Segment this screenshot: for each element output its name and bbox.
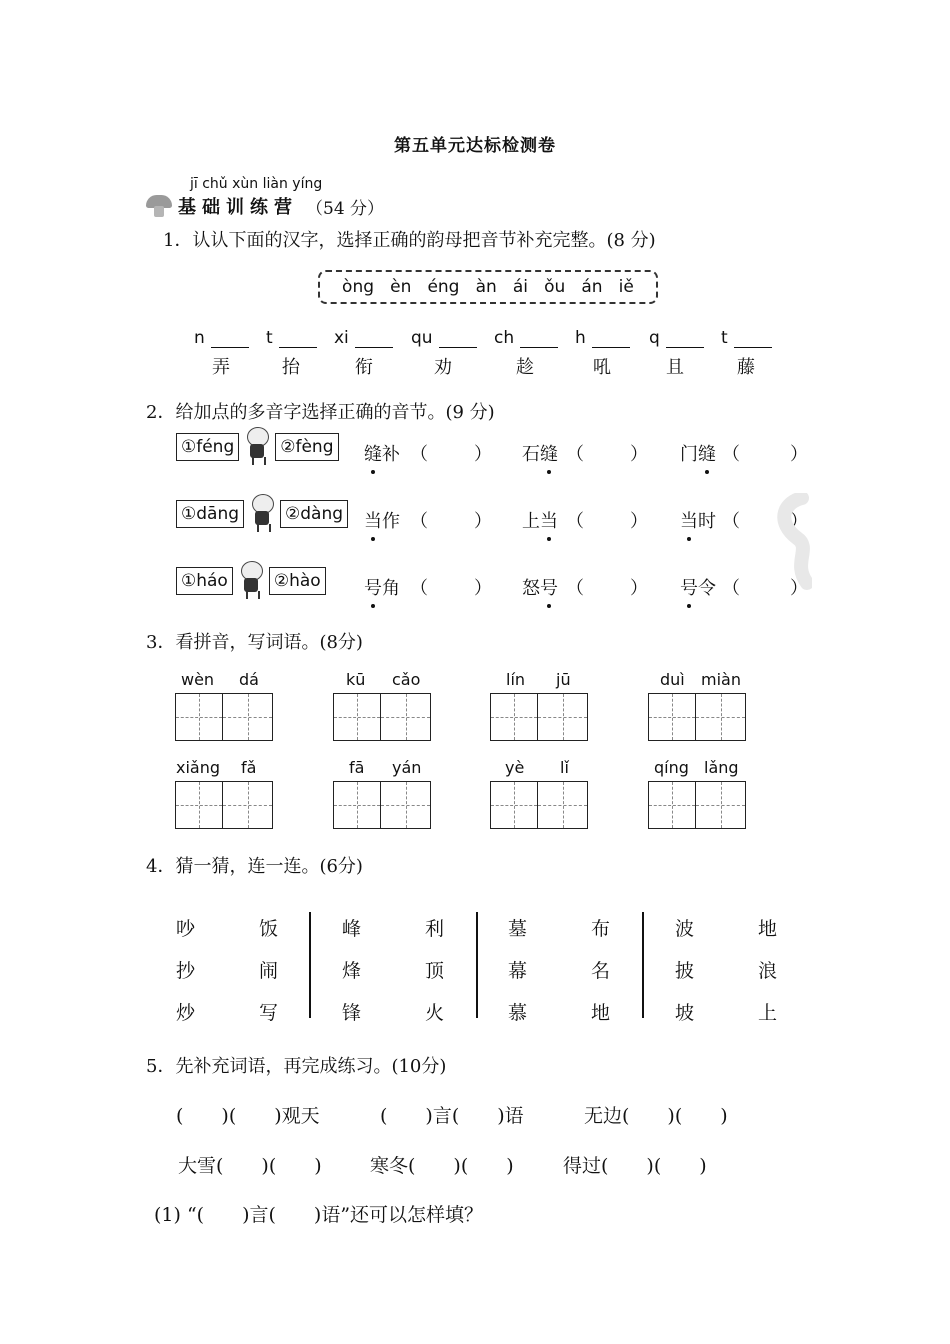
q2-word: 号角 <box>364 574 400 600</box>
idiom-blank[interactable]: 大雪( )( ) <box>178 1155 322 1177</box>
page-title: 第五单元达标检测卷 <box>394 136 556 156</box>
q2-word: 石缝 <box>522 440 558 466</box>
answer-paren[interactable]: （ ） <box>722 578 808 599</box>
match-char[interactable]: 布 <box>591 918 611 940</box>
match-char[interactable]: 利 <box>425 918 445 940</box>
idiom-blank[interactable]: 无边( )( ) <box>584 1105 728 1127</box>
q5-prompt: 5．先补充词语，再完成练习。(10分) <box>146 1056 447 1077</box>
q1-blank[interactable]: t <box>721 328 772 348</box>
match-char[interactable]: 火 <box>425 1002 445 1024</box>
answer-paren[interactable]: （ ） <box>566 444 648 465</box>
q1-char: 弄 <box>212 357 230 378</box>
q3-pinyin: fǎ <box>241 758 257 777</box>
q1-option: iě <box>618 277 634 297</box>
writing-grid[interactable] <box>175 781 273 829</box>
idiom-blank[interactable]: ( )( )观天 <box>176 1105 320 1127</box>
q3-pinyin: kū <box>346 670 366 689</box>
match-char[interactable]: 抄 <box>176 960 196 982</box>
writing-grid[interactable] <box>333 693 431 741</box>
writing-grid[interactable] <box>648 781 746 829</box>
match-char[interactable]: 浪 <box>758 960 778 982</box>
writing-grid[interactable] <box>333 781 431 829</box>
divider <box>476 912 478 1018</box>
q2-word: 号令 <box>680 574 716 600</box>
q1-options-box <box>318 270 658 304</box>
mascot-icon <box>248 494 276 534</box>
q3-pinyin: xiǎng <box>176 758 221 777</box>
q1-char: 吼 <box>593 357 611 378</box>
q2-prompt: 2．给加点的多音字选择正确的音节。(9 分) <box>146 402 495 423</box>
match-char[interactable]: 名 <box>591 960 611 982</box>
q3-prompt: 3．看拼音，写词语。(8分) <box>146 632 363 653</box>
match-char[interactable]: 披 <box>675 960 695 982</box>
mushroom-icon <box>146 195 172 217</box>
match-char[interactable]: 锋 <box>342 1002 362 1024</box>
q4-prompt: 4．猜一猜，连一连。(6分) <box>146 856 363 877</box>
q1-char: 抬 <box>282 357 300 378</box>
answer-paren[interactable]: （ ） <box>410 578 492 599</box>
answer-paren[interactable]: （ ） <box>722 444 808 465</box>
q3-pinyin: lín <box>506 670 526 689</box>
answer-paren[interactable]: （ ） <box>566 578 648 599</box>
match-char[interactable]: 饭 <box>259 918 279 940</box>
q2-options-row <box>176 499 348 529</box>
q2-word: 门缝 <box>680 440 716 466</box>
match-char[interactable]: 顶 <box>425 960 445 982</box>
q3-pinyin: yán <box>392 758 422 777</box>
answer-paren[interactable]: （ ） <box>410 444 492 465</box>
divider <box>642 912 644 1018</box>
match-char[interactable]: 坡 <box>675 1002 695 1024</box>
q2-option-1: ①háo <box>176 567 233 595</box>
q1-char: 劝 <box>434 357 452 378</box>
idiom-blank[interactable]: 得过( )( ) <box>563 1155 707 1177</box>
q1-blank[interactable]: q <box>649 328 704 348</box>
writing-grid[interactable] <box>175 693 273 741</box>
q3-pinyin: fā <box>349 758 365 777</box>
idiom-blank[interactable]: ( )言( )语 <box>380 1105 524 1127</box>
q1-option: ǒu <box>544 277 566 297</box>
answer-paren[interactable]: （ ） <box>410 511 492 532</box>
q1-blank[interactable]: qu <box>411 328 477 348</box>
match-char[interactable]: 地 <box>758 918 778 940</box>
q2-option-2: ②fèng <box>275 433 338 461</box>
q3-pinyin: lǎng <box>704 758 739 777</box>
q3-pinyin: wèn <box>181 670 215 689</box>
mascot-icon <box>243 427 271 467</box>
q3-pinyin: lǐ <box>560 758 569 777</box>
section-score: （54 分） <box>306 198 385 219</box>
answer-paren[interactable]: （ ） <box>722 511 808 532</box>
match-char[interactable]: 写 <box>259 1002 279 1024</box>
q3-pinyin: dá <box>239 670 259 689</box>
q1-option: èn <box>390 277 412 297</box>
q1-char: 衔 <box>355 357 373 378</box>
q1-blank[interactable]: xi <box>334 328 393 348</box>
match-char[interactable]: 炒 <box>176 1002 196 1024</box>
q2-word: 上当 <box>522 507 558 533</box>
match-char[interactable]: 烽 <box>342 960 362 982</box>
mascot-icon <box>237 561 265 601</box>
q1-option: òng <box>342 277 375 297</box>
q2-option-1: ①dāng <box>176 500 244 528</box>
q3-pinyin: jū <box>556 670 571 689</box>
q2-options-row <box>176 566 326 596</box>
match-char[interactable]: 墓 <box>508 918 528 940</box>
q2-word: 缝补 <box>364 440 400 466</box>
decorative-watermark <box>772 493 812 593</box>
match-char[interactable]: 峰 <box>342 918 362 940</box>
q3-pinyin: miàn <box>701 670 741 689</box>
match-char[interactable]: 地 <box>591 1002 611 1024</box>
q3-pinyin: qíng <box>654 758 689 777</box>
section-label: 基础训练营 <box>178 197 298 218</box>
q1-option: ái <box>512 277 528 297</box>
match-char[interactable]: 慕 <box>508 1002 528 1024</box>
q3-pinyin: duì <box>660 670 685 689</box>
q2-options-row <box>176 432 339 462</box>
match-char[interactable]: 吵 <box>176 918 196 940</box>
q1-blank[interactable]: n <box>194 328 249 348</box>
q2-option-2: ②dàng <box>280 500 348 528</box>
q1-option: àn <box>475 277 497 297</box>
answer-paren[interactable]: （ ） <box>566 511 648 532</box>
q2-word: 怒号 <box>522 574 558 600</box>
q2-word: 当作 <box>364 507 400 533</box>
divider <box>309 912 311 1018</box>
match-char[interactable]: 波 <box>675 918 695 940</box>
match-char[interactable]: 闹 <box>259 960 279 982</box>
q2-option-1: ①féng <box>176 433 239 461</box>
q1-blank[interactable]: ch <box>494 328 558 348</box>
q1-blank[interactable]: h <box>575 328 630 348</box>
q1-option: án <box>581 277 603 297</box>
q1-option: éng <box>427 277 460 297</box>
q1-char: 且 <box>666 357 684 378</box>
q2-option-2: ②hào <box>269 567 326 595</box>
section-pinyin: jī chǔ xùn liàn yíng <box>190 176 323 192</box>
q1-char: 趁 <box>516 357 534 378</box>
q3-pinyin: yè <box>505 758 525 777</box>
q1-prompt: 1．认认下面的汉字，选择正确的韵母把音节补充完整。(8 分) <box>163 230 656 251</box>
q5-sub-question: (1) “( )言( )语”还可以怎样填？ <box>154 1204 484 1226</box>
writing-grid[interactable] <box>490 693 588 741</box>
writing-grid[interactable] <box>648 693 746 741</box>
q1-blank[interactable]: t <box>266 328 317 348</box>
q2-word: 当时 <box>680 507 716 533</box>
section-header <box>146 192 384 220</box>
q1-char: 藤 <box>737 357 755 378</box>
idiom-blank[interactable]: 寒冬( )( ) <box>370 1155 514 1177</box>
q3-pinyin: cǎo <box>392 670 421 689</box>
match-char[interactable]: 幕 <box>508 960 528 982</box>
writing-grid[interactable] <box>490 781 588 829</box>
match-char[interactable]: 上 <box>758 1002 778 1024</box>
